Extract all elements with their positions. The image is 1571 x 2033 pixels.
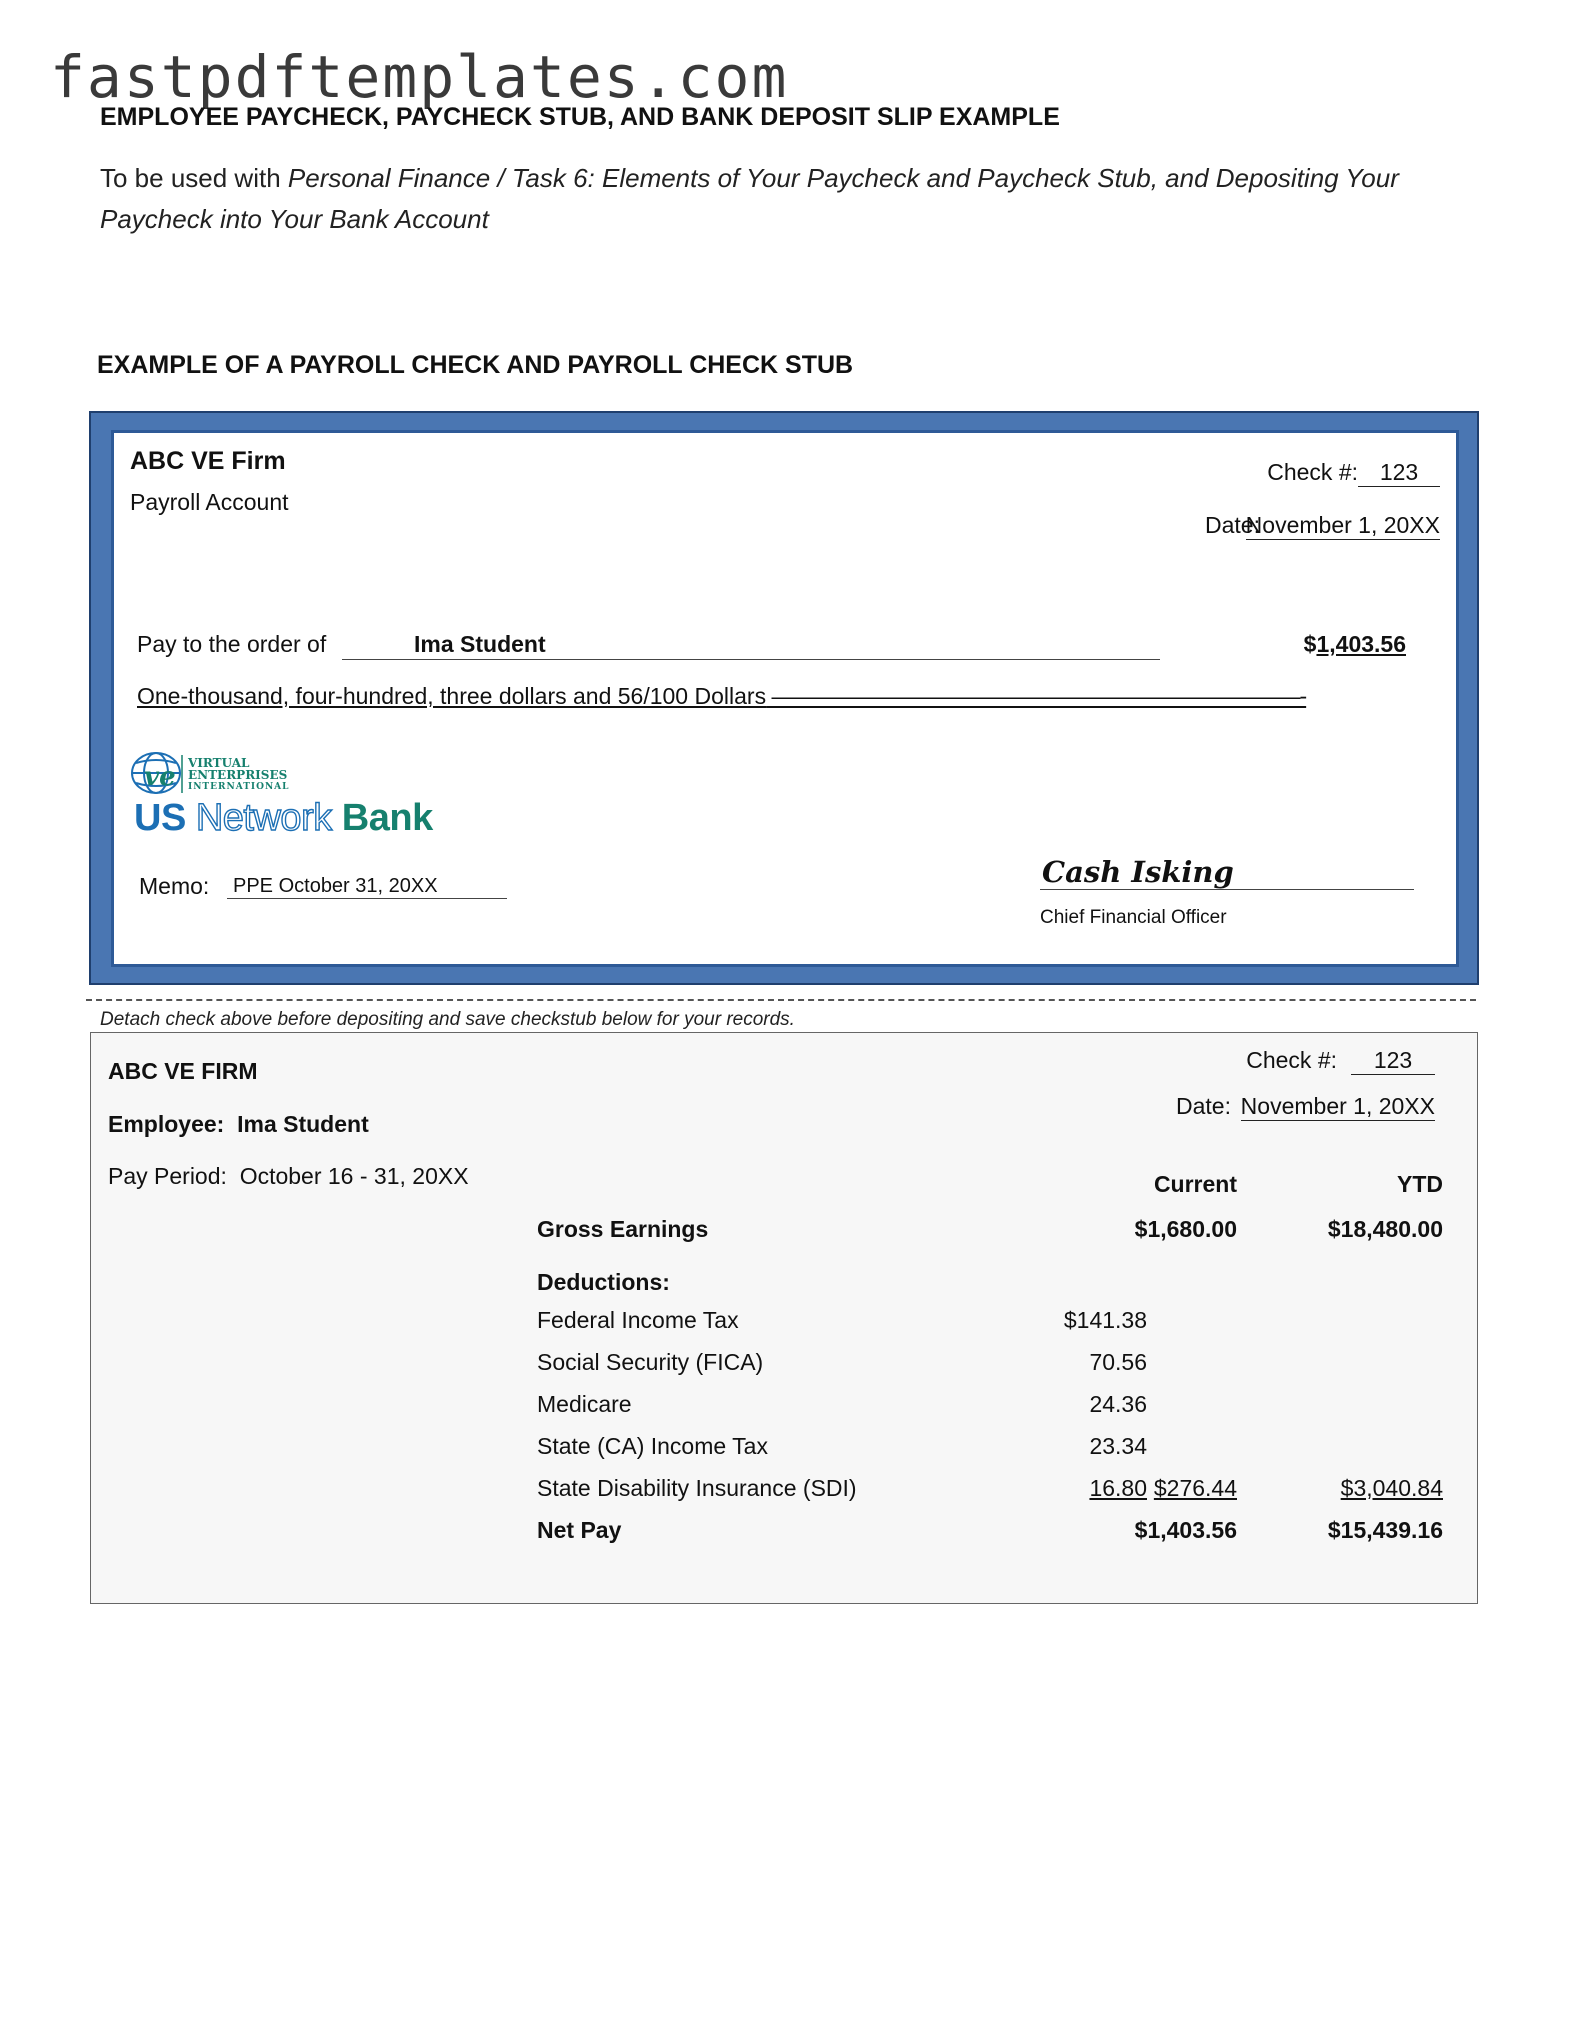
- memo-label: Memo:: [139, 873, 210, 899]
- deduction-row: [537, 1307, 1477, 1343]
- check-body: [111, 430, 1459, 967]
- deductions-header-row: [537, 1269, 1477, 1305]
- check-number-label: Check #:: [1267, 459, 1358, 485]
- deduction-label: State (CA) Income Tax: [537, 1433, 768, 1459]
- check-firm-name: ABC VE Firm: [130, 447, 286, 475]
- employee-label: Employee:: [108, 1111, 225, 1137]
- pay-period-value: October 16 - 31, 20XX: [239, 1163, 469, 1189]
- document-title: EMPLOYEE PAYCHECK, PAYCHECK STUB, AND BANK DEPOSIT SLIP EXAMPLE: [100, 103, 1060, 131]
- deductions-total-current: $276.44: [1153, 1475, 1237, 1501]
- intro-prefix: To be used with: [100, 163, 288, 193]
- gross-earnings-row: [537, 1216, 1477, 1252]
- deduction-row: [537, 1391, 1477, 1427]
- deduction-label: Medicare: [537, 1391, 632, 1417]
- stub-employee: [108, 1111, 369, 1138]
- amount-value: 1,403.56: [1316, 631, 1406, 657]
- gross-earnings-label: Gross Earnings: [537, 1216, 709, 1242]
- logo-network: Network: [195, 797, 332, 839]
- deduction-amount: 70.56: [1089, 1349, 1147, 1375]
- stub-check-number-label: Check #:: [1246, 1047, 1337, 1073]
- logo-enterprises: ENTERPRISES: [188, 768, 288, 782]
- check-date-value: November 1, 20XX: [1245, 512, 1440, 538]
- net-pay-ytd: $15,439.16: [1327, 1517, 1443, 1543]
- logo-international: INTERNATIONAL: [188, 782, 290, 792]
- net-pay-label: Net Pay: [537, 1517, 622, 1543]
- net-pay-row: [537, 1517, 1477, 1553]
- stub-check-number-value: 123: [1351, 1047, 1435, 1075]
- check-account-label: Payroll Account: [130, 489, 289, 515]
- logo-us: US: [134, 797, 186, 839]
- check-amount: [1304, 631, 1406, 658]
- column-header-ytd: YTD: [1397, 1171, 1443, 1197]
- signer-title: Chief Financial Officer: [1040, 907, 1227, 928]
- net-pay-current: $1,403.56: [1134, 1517, 1237, 1543]
- check-number-value: 123: [1358, 459, 1440, 487]
- deduction-label: State Disability Insurance (SDI): [537, 1475, 857, 1501]
- intro-italic-2: Paycheck into Your Bank Account: [100, 204, 489, 234]
- pay-period-label: Pay Period:: [108, 1163, 227, 1189]
- deduction-amount: 16.80: [1089, 1475, 1147, 1501]
- logo-virtual: VIRTUAL: [188, 756, 250, 770]
- deduction-label: Social Security (FICA): [537, 1349, 764, 1375]
- deductions-label: Deductions:: [537, 1269, 670, 1295]
- stub-pay-period: [108, 1163, 469, 1190]
- payee-name: Ima Student: [414, 631, 546, 657]
- logo-ve-text: [188, 757, 289, 793]
- deduction-row: [537, 1349, 1477, 1385]
- watermark: fastpdftemplates.com: [50, 43, 789, 111]
- signature-line: [1040, 853, 1414, 890]
- amount-in-words: [137, 683, 1306, 710]
- column-header-current: Current: [1153, 1171, 1237, 1197]
- check-stub: [90, 1032, 1478, 1604]
- section-title: EXAMPLE OF A PAYROLL CHECK AND PAYROLL CHECK STUB: [97, 351, 854, 379]
- deduction-amount: 23.34: [1089, 1433, 1147, 1459]
- employee-name: Ima Student: [237, 1111, 369, 1137]
- intro-italic-1: Personal Finance / Task 6: Elements of Your Paycheck and Paycheck Stub, and Depositing Your: [287, 163, 1399, 193]
- logo-wordmark: [134, 797, 433, 840]
- amount-symbol: $: [1303, 631, 1317, 657]
- payroll-check: [89, 411, 1479, 985]
- payee-line: [342, 631, 1160, 660]
- check-date-label: Date:: [1205, 512, 1260, 538]
- memo-value: PPE October 31, 20XX: [227, 875, 507, 899]
- amount-words-fill: ————————————————————————-: [766, 683, 1307, 709]
- detach-instructions: Detach check above before depositing and save checkstub below for your records.: [100, 1009, 795, 1030]
- deduction-row: [537, 1433, 1477, 1469]
- deduction-row: [537, 1475, 1477, 1511]
- stub-date-value: November 1, 20XX: [1240, 1093, 1435, 1119]
- deductions-total-ytd: $3,040.84: [1340, 1475, 1443, 1501]
- deduction-amount: 24.36: [1089, 1391, 1147, 1417]
- deduction-label: Federal Income Tax: [537, 1307, 739, 1333]
- svg-text:ve: ve: [144, 762, 176, 792]
- signature: Cash Isking: [1042, 855, 1234, 889]
- deduction-amount: $141.38: [1063, 1307, 1147, 1333]
- stub-date-label: Date:: [1176, 1093, 1231, 1119]
- detach-dashed-line: [86, 999, 1476, 1001]
- logo-bank: Bank: [341, 797, 433, 839]
- bank-logo: [128, 745, 448, 845]
- gross-ytd: $18,480.00: [1327, 1216, 1443, 1242]
- gross-current: $1,680.00: [1134, 1216, 1237, 1242]
- pay-to-label: Pay to the order of: [137, 631, 327, 657]
- amount-words-text: One-thousand, four-hundred, three dollars and 56/100 Dollars: [137, 683, 767, 709]
- stub-firm-name: ABC VE FIRM: [108, 1058, 258, 1084]
- intro-text: [100, 158, 1400, 240]
